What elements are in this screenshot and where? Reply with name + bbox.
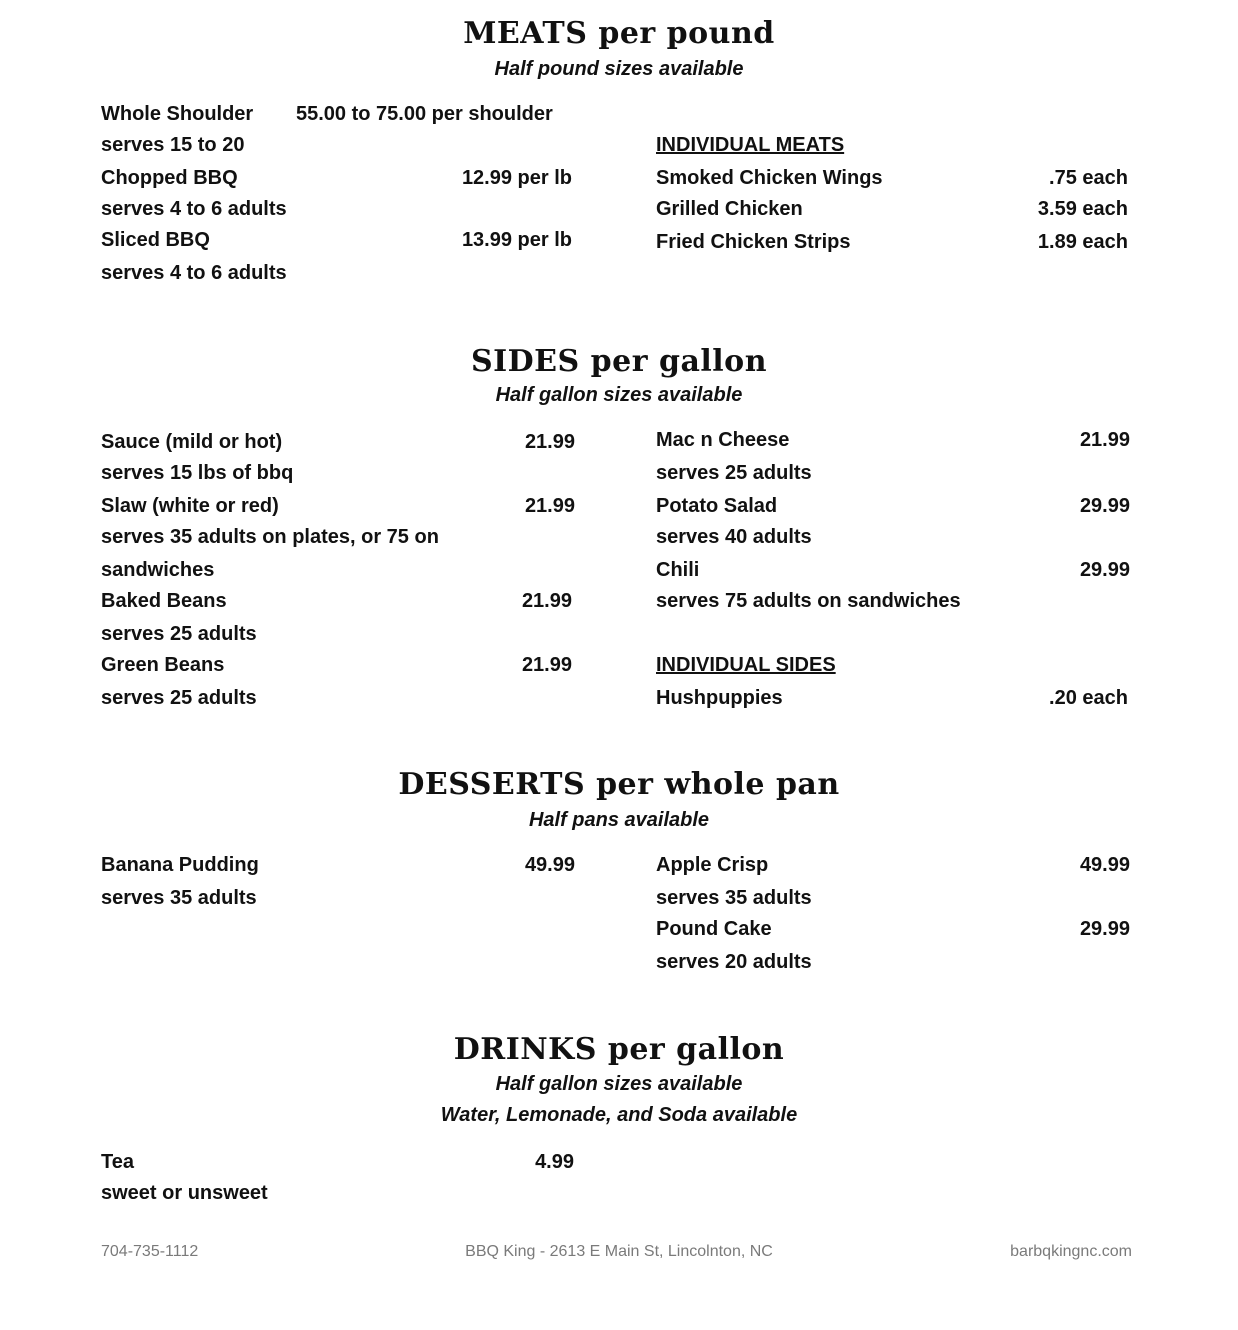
item-name: Grilled Chicken	[656, 198, 803, 220]
item-name: Pound Cake	[656, 918, 772, 940]
item-name: Hushpuppies	[656, 687, 783, 709]
item-name: Mac n Cheese	[656, 429, 790, 451]
section-subtitle: Half gallon sizes available	[495, 384, 743, 406]
section-title: DRINKS per gallon	[453, 1032, 785, 1067]
item-note: serves 25 adults	[101, 687, 257, 709]
item-name: Sauce (mild or hot)	[101, 431, 283, 453]
item-note: serves 20 adults	[656, 951, 812, 973]
section-subtitle-2: Water, Lemonade, and Soda available	[440, 1104, 798, 1126]
item-name: Green Beans	[101, 654, 225, 676]
item-note: sweet or unsweet	[101, 1182, 268, 1204]
item-price: 55.00 to 75.00 per shoulder	[296, 103, 553, 125]
item-name: Whole Shoulder	[101, 103, 254, 125]
footer-website: barbqkingnc.com	[1010, 1243, 1132, 1260]
item-note: serves 25 adults	[101, 623, 257, 645]
item-price: 29.99	[1079, 918, 1130, 940]
section-title: DESSERTS per whole pan	[398, 767, 840, 802]
item-name: Potato Salad	[656, 495, 778, 517]
item-note: serves 40 adults	[656, 526, 812, 548]
item-price: 4.99	[535, 1151, 574, 1173]
item-note: serves 15 lbs of bbq	[101, 462, 294, 484]
footer-address: BBQ King - 2613 E Main St, Lincolnton, NC	[465, 1243, 773, 1260]
individual-meats-heading: INDIVIDUAL MEATS	[656, 134, 845, 156]
item-name: Baked Beans	[101, 590, 227, 612]
item-price: 49.99	[524, 854, 575, 876]
section-subtitle: Half pans available	[528, 809, 710, 831]
item-note: serves 25 adults	[656, 462, 812, 484]
section-title: MEATS per pound	[463, 16, 775, 51]
section-title: SIDES per gallon	[470, 344, 768, 379]
item-price: .75 each	[1049, 167, 1128, 189]
section-subtitle: Half gallon sizes available	[495, 1073, 743, 1095]
item-price: 3.59 each	[1037, 198, 1128, 220]
item-price: 1.89 each	[1037, 231, 1128, 253]
item-name: Chili	[656, 559, 700, 581]
item-price: 29.99	[1079, 495, 1130, 517]
item-note: serves 75 adults on sandwiches	[656, 590, 961, 612]
item-name: Smoked Chicken Wings	[656, 167, 883, 189]
item-price: 29.99	[1079, 559, 1130, 581]
footer-phone: 704-735-1112	[101, 1243, 199, 1260]
item-name: Sliced BBQ	[101, 229, 210, 251]
item-note: serves 4 to 6 adults	[101, 198, 287, 220]
item-note: serves 15 to 20	[101, 134, 245, 156]
item-note: sandwiches	[101, 559, 215, 581]
item-note: serves 35 adults	[101, 887, 257, 909]
item-price: 12.99 per lb	[461, 167, 572, 189]
item-name: Fried Chicken Strips	[656, 231, 851, 253]
item-note: serves 35 adults	[656, 887, 812, 909]
item-price: 21.99	[524, 431, 575, 453]
item-name: Apple Crisp	[656, 854, 769, 876]
individual-sides-heading: INDIVIDUAL SIDES	[656, 654, 836, 676]
item-name: Chopped BBQ	[101, 167, 238, 189]
item-note: serves 4 to 6 adults	[101, 262, 287, 284]
item-price: 21.99	[524, 495, 575, 517]
item-price: 21.99	[521, 654, 572, 676]
item-price: 13.99 per lb	[461, 229, 572, 251]
item-name: Slaw (white or red)	[101, 495, 279, 517]
section-subtitle: Half pound sizes available	[494, 58, 744, 80]
item-price: 21.99	[1079, 429, 1130, 451]
item-price: .20 each	[1049, 687, 1128, 709]
item-note: serves 35 adults on plates, or 75 on	[101, 526, 439, 548]
item-price: 21.99	[521, 590, 572, 612]
item-name: Tea	[101, 1151, 134, 1173]
item-name: Banana Pudding	[101, 854, 259, 876]
item-price: 49.99	[1079, 854, 1130, 876]
